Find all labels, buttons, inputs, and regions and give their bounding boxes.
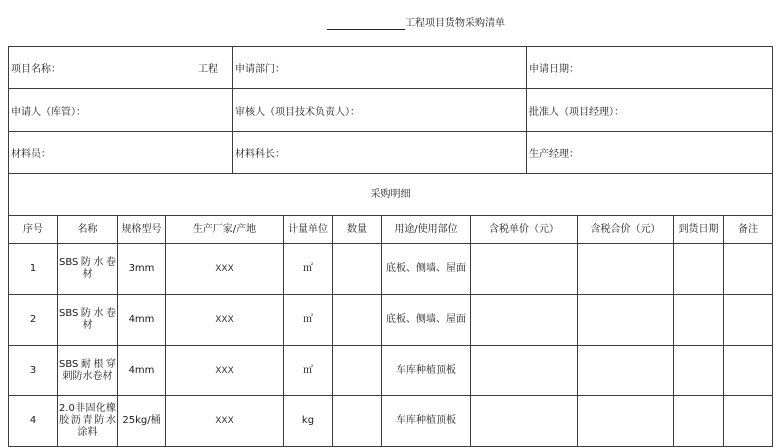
cell-unit: ㎡ xyxy=(284,346,333,396)
cell-usage: 底板、侧墙、屋面 xyxy=(382,244,471,295)
cell-usage: 车库种植顶板 xyxy=(382,346,471,396)
section-title: 采购明细 xyxy=(9,174,773,216)
cell-total-price xyxy=(578,396,674,447)
cell-unit-price xyxy=(471,346,578,396)
column-header-arrival-date: 到货日期 xyxy=(674,216,724,244)
applicant-cell xyxy=(9,89,233,132)
detail-table xyxy=(8,173,773,447)
cell-spec: 25kg/桶 xyxy=(118,396,166,447)
cell-maker: XXX xyxy=(166,244,284,295)
cell-name: 2.0非固化橡胶沥青防水涂料 xyxy=(58,396,118,447)
cell-maker: XXX xyxy=(166,346,284,396)
reviewer-cell xyxy=(233,89,527,132)
cell-arrival-date xyxy=(674,244,724,295)
cell-qty xyxy=(333,244,382,295)
section-row xyxy=(9,174,773,216)
cell-usage: 车库种植顶板 xyxy=(382,396,471,447)
cell-maker: XXX xyxy=(166,295,284,346)
cell-name: SBS耐根穿刺防水卷材 xyxy=(58,346,118,396)
material-chief-cell xyxy=(233,132,527,174)
column-header-maker: 生产厂家/产地 xyxy=(166,216,284,244)
cell-name: SBS防水卷材 xyxy=(58,244,118,295)
material-clerk-cell xyxy=(9,132,233,174)
column-header-unit: 计量单位 xyxy=(284,216,333,244)
cell-remark xyxy=(724,295,773,346)
cell-no: 2 xyxy=(9,295,58,346)
cell-unit: ㎡ xyxy=(284,244,333,295)
cell-spec: 4mm xyxy=(118,295,166,346)
cell-unit-price xyxy=(471,244,578,295)
reviewer-label: 审核人（项目技术负责人）： xyxy=(235,106,360,118)
cell-qty xyxy=(333,396,382,447)
cell-unit: kg xyxy=(284,396,333,447)
info-row xyxy=(9,89,773,132)
cell-arrival-date xyxy=(674,396,724,447)
material-chief-label: 材料科长： xyxy=(235,149,285,160)
cell-unit-price xyxy=(471,396,578,447)
title-text: 工程项目货物采购清单 xyxy=(405,18,505,29)
cell-name: SBS防水卷材 xyxy=(58,295,118,346)
cell-unit-price xyxy=(471,295,578,346)
project-name-value: 工程 xyxy=(198,64,218,75)
info-row xyxy=(9,132,773,174)
column-header-usage: 用途/使用部位 xyxy=(382,216,471,244)
cell-arrival-date xyxy=(674,295,724,346)
date-cell xyxy=(527,47,773,89)
title-blank-line xyxy=(327,18,405,30)
approver-label: 批准人（项目经理）： xyxy=(529,106,624,118)
department-label: 申请部门： xyxy=(235,64,285,75)
cell-total-price xyxy=(578,244,674,295)
column-header-qty: 数量 xyxy=(333,216,382,244)
cell-usage: 底板、侧墙、屋面 xyxy=(382,295,471,346)
material-clerk-label: 材料员： xyxy=(11,149,51,160)
column-header-unit-price: 含税单价（元） xyxy=(471,216,578,244)
table-row xyxy=(9,396,773,447)
cell-remark xyxy=(724,396,773,447)
cell-total-price xyxy=(578,295,674,346)
procurement-sheet xyxy=(8,46,772,447)
info-table xyxy=(8,46,773,174)
department-cell xyxy=(233,47,527,89)
cell-spec: 3mm xyxy=(118,244,166,295)
cell-remark xyxy=(724,346,773,396)
table-row xyxy=(9,346,773,396)
cell-maker: XXX xyxy=(166,396,284,447)
production-manager-label: 生产经理： xyxy=(529,149,579,160)
cell-remark xyxy=(724,244,773,295)
column-header-remark: 备注 xyxy=(724,216,773,244)
cell-spec: 4mm xyxy=(118,346,166,396)
cell-qty xyxy=(333,346,382,396)
header-row xyxy=(9,216,773,244)
approver-cell xyxy=(527,89,773,132)
info-row xyxy=(9,47,773,89)
cell-unit: ㎡ xyxy=(284,295,333,346)
cell-total-price xyxy=(578,346,674,396)
project-name-cell xyxy=(9,47,233,89)
cell-qty xyxy=(333,295,382,346)
table-row xyxy=(9,295,773,346)
column-header-name: 名称 xyxy=(58,216,118,244)
column-header-no: 序号 xyxy=(9,216,58,244)
table-row xyxy=(9,244,773,295)
column-header-spec: 规格型号 xyxy=(118,216,166,244)
cell-arrival-date xyxy=(674,346,724,396)
date-label: 申请日期： xyxy=(529,64,579,75)
production-manager-cell xyxy=(527,132,773,174)
cell-no: 4 xyxy=(9,396,58,447)
applicant-label: 申请人（库管）： xyxy=(11,106,86,118)
column-header-total-price: 含税合价（元） xyxy=(578,216,674,244)
cell-no: 1 xyxy=(9,244,58,295)
project-name-label: 项目名称： xyxy=(11,64,61,75)
cell-no: 3 xyxy=(9,346,58,396)
document-title xyxy=(327,18,505,30)
